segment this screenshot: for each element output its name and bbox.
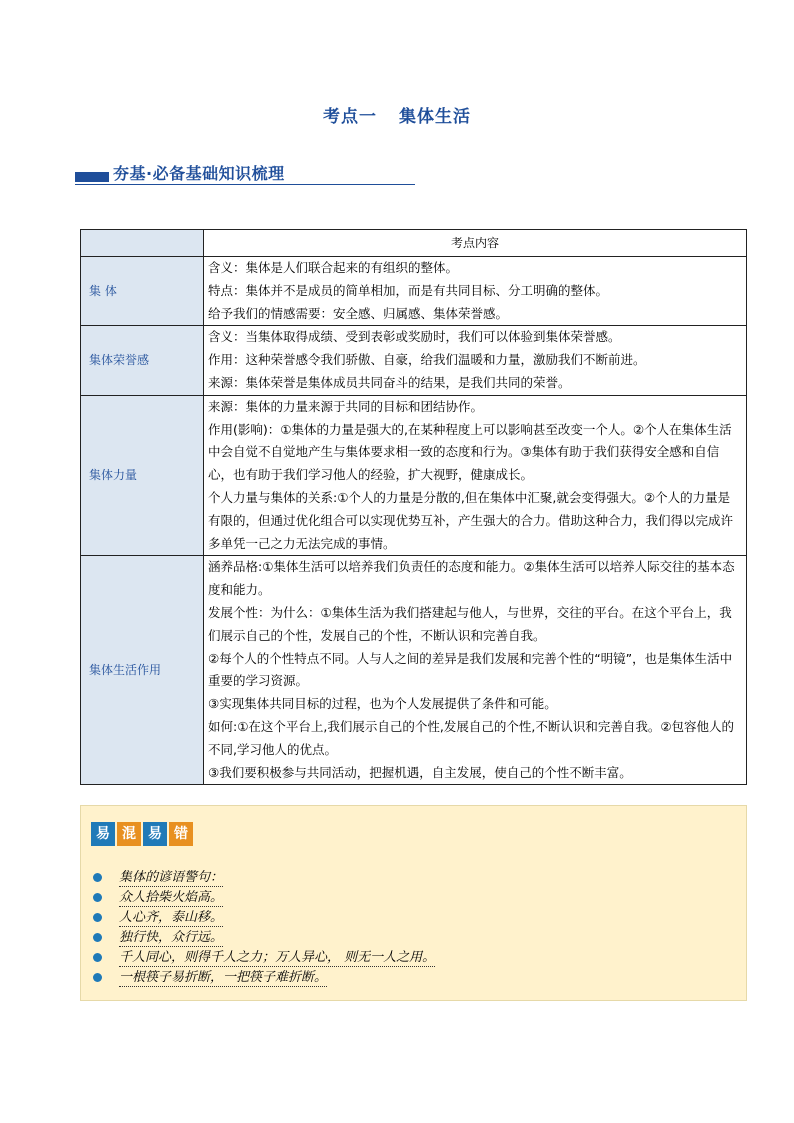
bullet-dot-icon bbox=[93, 933, 102, 942]
row-line: ②每个人的个性特点不同。人与人之间的差异是我们发展和完善个性的“明镜”，也是集体生活中重要的学习资源。 bbox=[208, 650, 733, 689]
bullet-dot-icon bbox=[93, 973, 102, 982]
row-content bbox=[204, 257, 747, 326]
table-row bbox=[81, 556, 747, 785]
list-item bbox=[93, 908, 435, 928]
row-label: 集 体 bbox=[81, 257, 204, 326]
table-header-row bbox=[81, 230, 747, 257]
row-line: 含义：集体是人们联合起来的有组织的整体。 bbox=[208, 260, 459, 275]
list-item-text: 众人拾柴火焰高。 bbox=[119, 890, 224, 905]
row-line: 个人力量与集体的关系:①个人的力量是分散的,但在集体中汇聚,就会变得强大。②个人的力量是有限的，但通过优化组合可以实现优势互补，产生强大的合力。借助这种合力，我们得以完成许多单凭一己之力无法完成的事情。 bbox=[208, 489, 734, 551]
row-line: 来源：集体的力量来源于共同的目标和团结协作。 bbox=[208, 398, 484, 414]
row-line: 来源：集体荣誉是集体成员共同奋斗的结果，是我们共同的荣誉。 bbox=[208, 374, 571, 390]
row-line: 含义：当集体取得成绩、受到表彰或奖励时，我们可以体验到集体荣誉感。 bbox=[208, 329, 621, 345]
row-line: ③我们要积极参与共同活动，把握机遇，自主发展，使自己的个性不断丰富。 bbox=[208, 764, 632, 780]
bullet-dot-icon bbox=[93, 873, 102, 882]
row-content bbox=[204, 326, 747, 395]
badge-yi: 易 bbox=[91, 822, 115, 846]
row-line: 给予我们的情感需要：安全感、归属感、集体荣誉感。 bbox=[208, 305, 509, 321]
row-label: 集体荣誉感 bbox=[81, 326, 204, 395]
row-line: 发展个性：为什么：①集体生活为我们搭建起与他人，与世界，交往的平台。在这个平台上，我们展示自己的个性，发展自己的个性，不断认识和完善自我。 bbox=[208, 604, 732, 643]
row-label: 集体力量 bbox=[81, 395, 204, 556]
page-title bbox=[0, 102, 794, 127]
badge-hun: 混 bbox=[117, 822, 141, 846]
list-item bbox=[93, 968, 435, 988]
table-row bbox=[81, 326, 747, 395]
row-line: 作用：这种荣誉感令我们骄傲、自豪，给我们温暖和力量，激励我们不断前进。 bbox=[208, 352, 646, 368]
list-item bbox=[93, 868, 435, 888]
list-item bbox=[93, 948, 435, 968]
table-header-cell: 考点内容 bbox=[204, 230, 747, 257]
quote-list bbox=[93, 868, 435, 988]
list-item-text: 人心齐，泰山移。 bbox=[119, 910, 224, 925]
row-content bbox=[204, 395, 747, 556]
list-item-text: 集体的谚语警句： bbox=[119, 870, 224, 885]
row-line: 涵养品格:①集体生活可以培养我们负责任的态度和能力。②集体生活可以培养人际交往的基本态度和能力。 bbox=[208, 559, 735, 598]
page-title-part1: 考点一 bbox=[323, 107, 377, 127]
table-row bbox=[81, 257, 747, 326]
bullet-dot-icon bbox=[93, 893, 102, 902]
knowledge-table bbox=[80, 229, 747, 785]
section-header-bar bbox=[75, 172, 109, 182]
row-content bbox=[204, 556, 747, 785]
badge-yi-2: 易 bbox=[143, 822, 167, 846]
page-title-part2: 集体生活 bbox=[399, 107, 471, 127]
row-label: 集体生活作用 bbox=[81, 556, 204, 785]
error-prone-badges bbox=[91, 822, 193, 846]
row-line: 特点：集体并不是成员的简单相加，而是有共同目标、分工明确的整体。 bbox=[208, 282, 609, 298]
section-header-underline bbox=[75, 184, 415, 185]
list-item bbox=[93, 928, 435, 948]
list-item-text: 一根筷子易折断，一把筷子难折断。 bbox=[119, 970, 328, 985]
badge-cuo: 错 bbox=[169, 822, 193, 846]
section-header bbox=[75, 160, 415, 186]
row-line: 如何:①在这个平台上,我们展示自己的个性,发展自己的个性,不断认识和完善自我。②包容他人的不同,学习他人的优点。 bbox=[208, 718, 735, 757]
table-header-empty-cell bbox=[81, 230, 204, 257]
row-line: ③实现集体共同目标的过程，也为个人发展提供了条件和可能。 bbox=[208, 696, 557, 712]
list-item bbox=[93, 888, 435, 908]
list-item-text: 独行快，众行远。 bbox=[119, 930, 224, 945]
table-row bbox=[81, 395, 747, 556]
row-line: 作用(影响)：①集体的力量是强大的,在某种程度上可以影响甚至改变一个人。②个人在集体生活中会自觉不自觉地产生与集体要求相一致的态度和行为。③集体有助于我们获得安全感和自信心，也有助于我们学习他人的经验，扩大视野，健康成长。 bbox=[208, 421, 732, 483]
bullet-dot-icon bbox=[93, 953, 102, 962]
error-prone-box bbox=[80, 805, 747, 1001]
list-item-text: 千人同心，则得千人之力；万人异心， 则无一人之用。 bbox=[119, 950, 436, 965]
section-header-label: 夯基·必备基础知识梳理 bbox=[113, 164, 285, 183]
bullet-dot-icon bbox=[93, 913, 102, 922]
